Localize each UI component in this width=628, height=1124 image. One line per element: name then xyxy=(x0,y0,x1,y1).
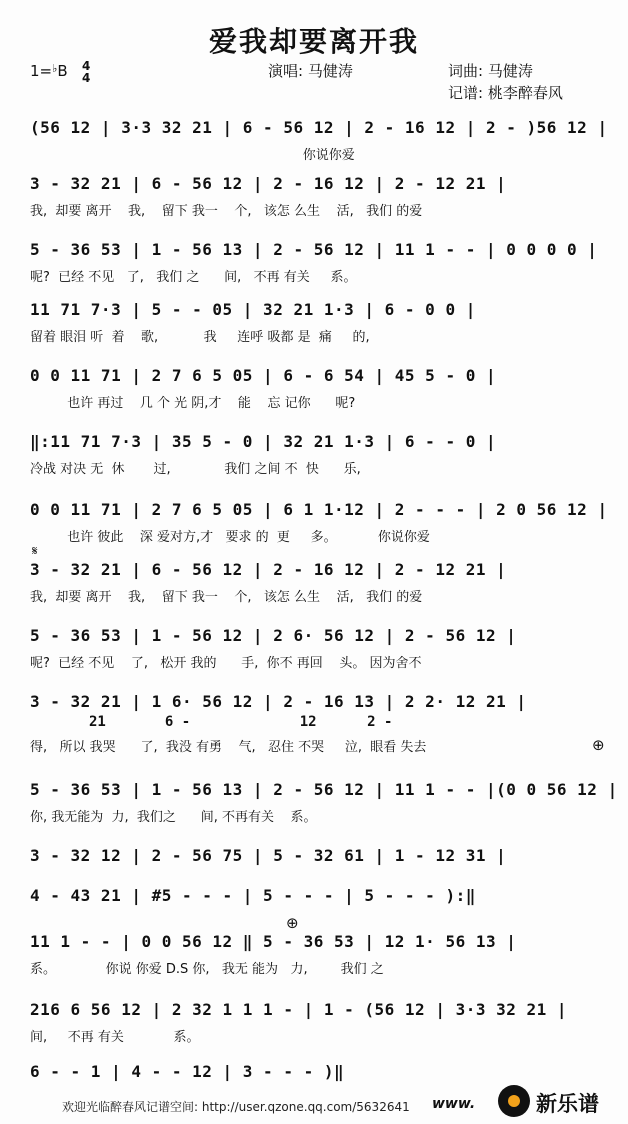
lyrics: 冷战 对决 无 休 过, 我们 之间 不 快 乐, xyxy=(30,462,361,477)
transcriber-credit: 记谱: 桃李醉春风 xyxy=(448,84,563,102)
notes: 4 - 43 21 | #5 - - - | 5 - - - | 5 - - - ):‖ xyxy=(30,886,476,905)
singer-credit: 演唱: 马健涛 xyxy=(268,62,353,80)
lyrics: 我, 却要 离开 我, 留下 我一 个, 该怎 么生 活, 我们 的爱 xyxy=(30,204,423,219)
notes: 0 0 11 71 | 2 7 6 5 05 | 6 - 6 54 | 45 5 - 0 | xyxy=(30,366,497,385)
notes: ‖:11 71 7·3 | 35 5 - 0 | 32 21 1·3 | 6 - - 0 | xyxy=(30,432,497,451)
notes: 5 - 36 53 | 1 - 56 12 | 2 6· 56 12 | 2 - 56 12 | xyxy=(30,626,517,645)
notes: (56 12 | 3·3 32 21 | 6 - 56 12 | 2 - 16 12 | 2 - )56 12 | xyxy=(30,118,608,137)
coda-mark-2: ⊕ xyxy=(286,914,299,932)
time-signature: 4 4 xyxy=(82,59,91,85)
notes: 11 1 - - | 0 0 56 12 ‖ 5 - 36 53 | 12 1· 56 13 | xyxy=(30,932,517,951)
notes: 6 - - 1 | 4 - - 12 | 3 - - - )‖ xyxy=(30,1062,345,1081)
lyrics: 也许 再过 几 个 光 阴,才 能 忘 记你 呢? xyxy=(30,396,356,411)
notes: 0 0 11 71 | 2 7 6 5 05 | 6 1 1·12 | 2 - - - | 2 0 56 12 | xyxy=(30,500,608,519)
song-title: 爱我却要离开我 xyxy=(208,25,419,58)
lyrics: 得, 所以 我哭 了, 我没 有勇 气, 忍住 不哭 泣, 眼看 失去 xyxy=(30,740,427,755)
lyrics: 呢? 已经 不见 了, 我们 之 间, 不再 有关 系。 xyxy=(30,270,357,285)
harmony-notes: 21 6 - 12 2 - xyxy=(30,714,393,730)
logo-text: 新乐谱 xyxy=(536,1092,599,1116)
segno-mark: 𝄋 xyxy=(32,544,38,559)
notes: 5 - 36 53 | 1 - 56 13 | 2 - 56 12 | 11 1 - - |(0 0 56 12 | xyxy=(30,780,618,799)
composer-credit: 词曲: 马健涛 xyxy=(448,62,533,80)
footer-text: 欢迎光临醉春风记谱空间: http://user.qzone.qq.com/5632641 xyxy=(62,1100,410,1114)
notes: 3 - 32 21 | 1 6· 56 12 | 2 - 16 13 | 2 2· 12 21 | xyxy=(30,692,527,711)
lyrics: 系。 你说 你爱 D.S 你, 我无 能为 力, 我们 之 xyxy=(30,962,384,977)
lyrics: 你, 我无能为 力, 我们之 间, 不再有关 系。 xyxy=(30,810,317,825)
lyrics: 我, 却要 离开 我, 留下 我一 个, 该怎 么生 活, 我们 的爱 xyxy=(30,590,423,605)
coda-mark: ⊕ xyxy=(592,736,605,754)
footer-www: www. xyxy=(432,1096,476,1112)
notes: 5 - 36 53 | 1 - 56 13 | 2 - 56 12 | 11 1 - - | 0 0 0 0 | xyxy=(30,240,598,259)
site-logo[interactable] xyxy=(498,1085,618,1119)
notes: 3 - 32 21 | 6 - 56 12 | 2 - 16 12 | 2 - 12 21 | xyxy=(30,560,507,579)
notes: 3 - 32 21 | 6 - 56 12 | 2 - 16 12 | 2 - 12 21 | xyxy=(30,174,507,193)
lyrics: 你说你爱 xyxy=(30,148,355,163)
notes: 11 71 7·3 | 5 - - 05 | 32 21 1·3 | 6 - 0 0 | xyxy=(30,300,476,319)
key-signature: 1=♭B xyxy=(30,62,68,80)
lyrics: 也许 彼此 深 爱对方,才 要求 的 更 多。 你说你爱 xyxy=(30,530,430,545)
lyrics: 呢? 已经 不见 了, 松开 我的 手, 你不 再回 头。 因为舍不 xyxy=(30,656,422,671)
lyrics: 间, 不再 有关 系。 xyxy=(30,1030,200,1045)
lyrics: 留着 眼泪 听 着 歌, 我 连呼 吸都 是 痛 的, xyxy=(30,330,370,345)
notes: 3 - 32 12 | 2 - 56 75 | 5 - 32 61 | 1 - 12 31 | xyxy=(30,846,507,865)
notes: 216 6 56 12 | 2 32 1 1 1 - | 1 - (56 12 | 3·3 32 21 | xyxy=(30,1000,568,1019)
record-disc-icon xyxy=(498,1085,530,1117)
